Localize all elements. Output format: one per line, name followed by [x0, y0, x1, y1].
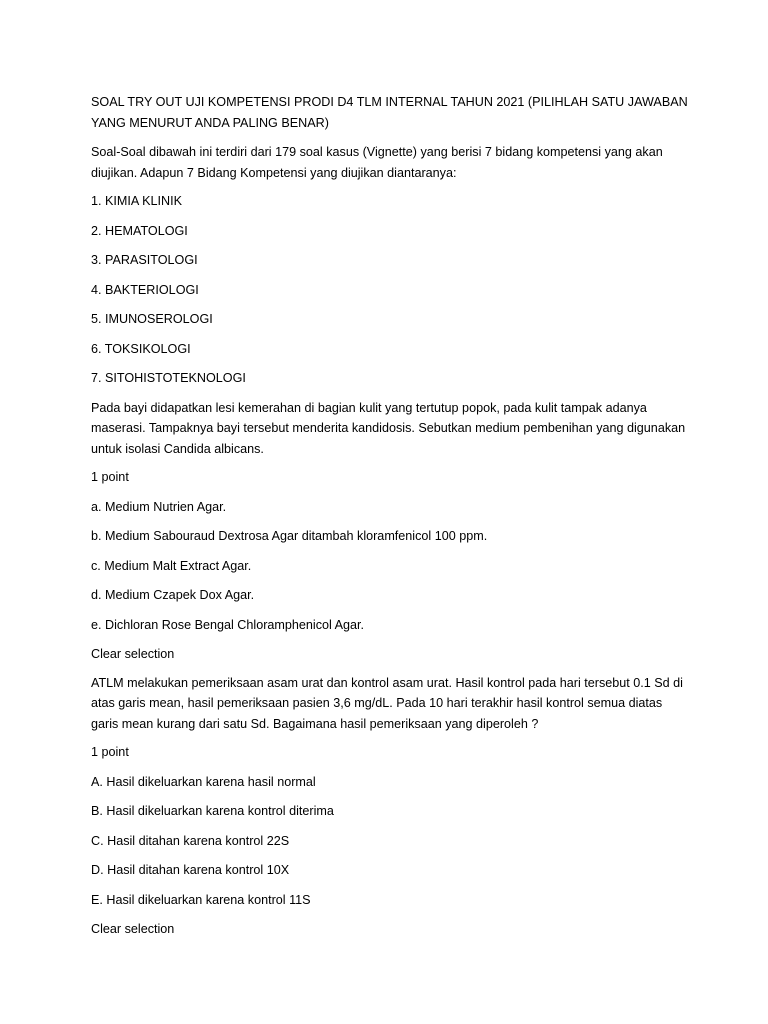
answer-option: d. Medium Czapek Dox Agar. [91, 588, 255, 602]
question-text: Pada bayi didapatkan lesi kemerahan di bagian kulit yang tertutup popok, pada kulit tampak adanya maserasi. Tampaknya bayi tersebut menderita kandidosis. Sebutkan medium pembenihan yang digunakan untuk isolasi Candida albicans. [91, 400, 686, 456]
answer-option: C. Hasil ditahan karena kontrol 22S [91, 833, 290, 848]
document-content [91, 92, 691, 948]
question-points: 1 point [91, 745, 129, 759]
competency-item: 7. SITOHISTOTEKNOLOGI [91, 371, 246, 385]
answer-option: a. Medium Nutrien Agar. [91, 499, 227, 514]
competency-item: 2. HEMATOLOGI [91, 223, 188, 238]
clear-selection-text: Clear selection [91, 647, 175, 661]
answer-option: b. Medium Sabouraud Dextrosa Agar ditambah kloramfenicol 100 ppm. [91, 529, 488, 543]
answer-option: E. Hasil dikeluarkan karena kontrol 11S [91, 892, 311, 907]
answer-option: c. Medium Malt Extract Agar. [91, 558, 252, 573]
competency-item: 1. KIMIA KLINIK [91, 194, 182, 208]
competency-item: 5. IMUNOSEROLOGI [91, 312, 213, 326]
answer-option: e. Dichloran Rose Bengal Chloramphenicol Agar. [91, 617, 365, 632]
question-text: ATLM melakukan pemeriksaan asam urat dan kontrol asam urat. Hasil kontrol pada hari tersebut 0.1 Sd di atas garis mean, hasil pemeriksaan pasien 3,6 mg/dL. Pada 10 hari terakhir hasil kontrol semua diatas garis mean kurang dari satu Sd. Bagaimana hasil pemeriksaan yang diperoleh ? [91, 675, 683, 731]
answer-option: D. Hasil ditahan karena kontrol 10X [91, 863, 290, 877]
clear-selection-text: Clear selection [91, 922, 175, 936]
competency-item: 6. TOKSIKOLOGI [91, 341, 191, 356]
competency-item: 4. BAKTERIOLOGI [91, 282, 199, 297]
answer-option: B. Hasil dikeluarkan karena kontrol diterima [91, 804, 334, 818]
question-points: 1 point [91, 470, 129, 484]
document-title: SOAL TRY OUT UJI KOMPETENSI PRODI D4 TLM INTERNAL TAHUN 2021 (PILIHLAH SATU JAWABAN YANG MENURUT ANDA PALING BENAR) [91, 95, 688, 130]
competency-item: 3. PARASITOLOGI [91, 253, 198, 267]
intro-paragraph: Soal-Soal dibawah ini terdiri dari 179 soal kasus (Vignette) yang berisi 7 bidang kompetensi yang akan diujikan. Adapun 7 Bidang Kompetensi yang diujikan diantaranya: [91, 145, 663, 180]
answer-option: A. Hasil dikeluarkan karena hasil normal [91, 774, 316, 789]
